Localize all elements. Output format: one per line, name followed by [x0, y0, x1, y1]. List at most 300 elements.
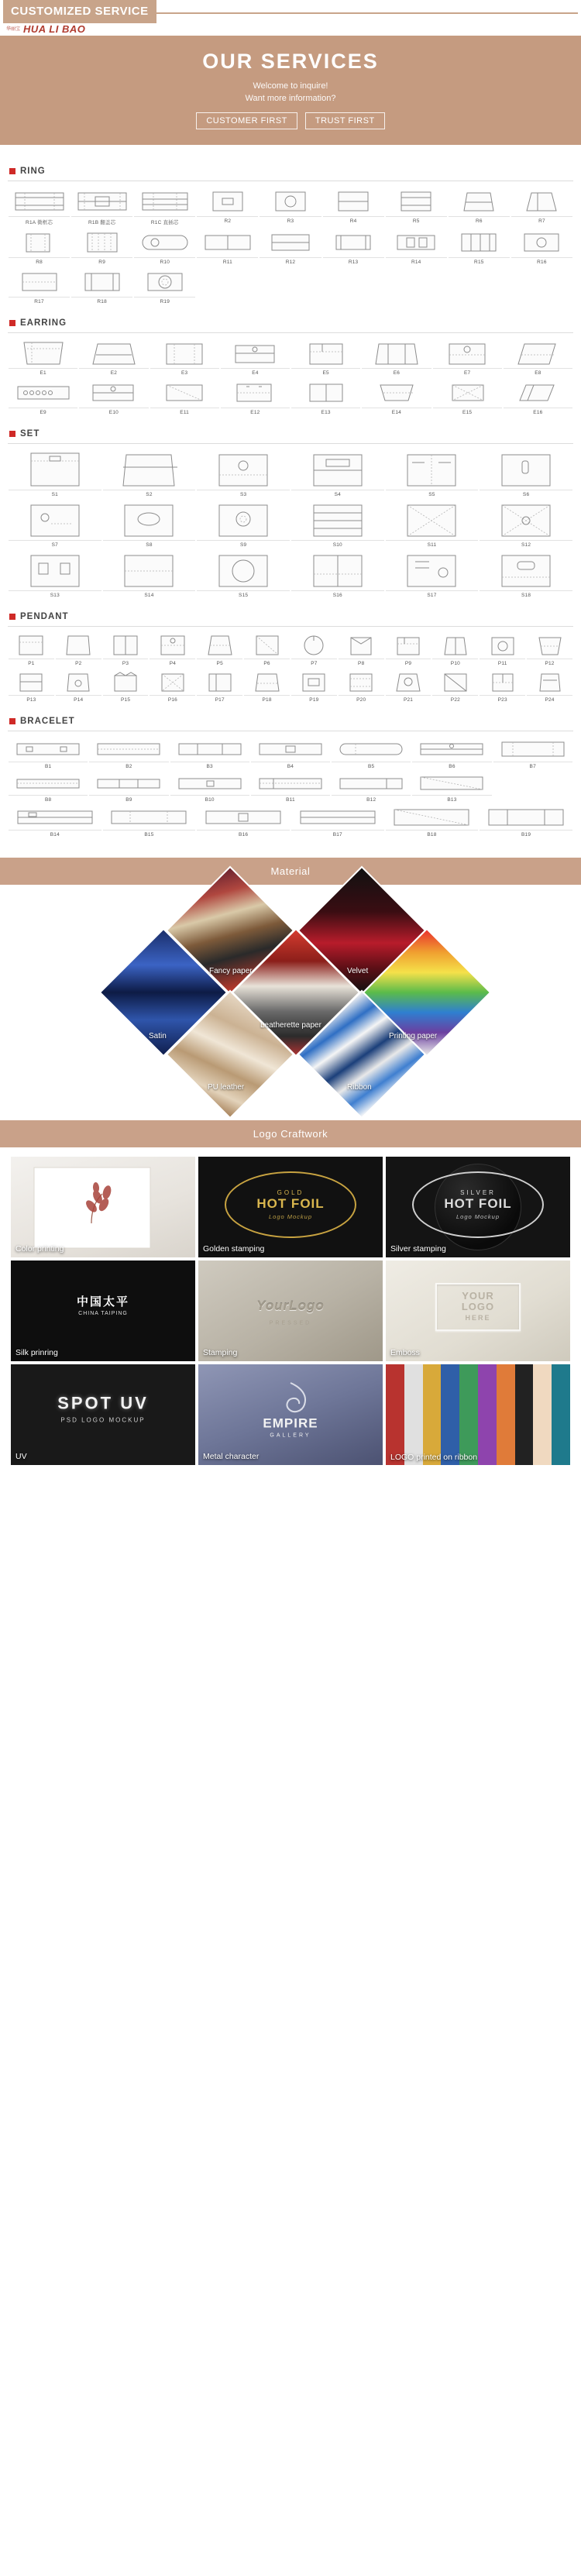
product-code: R10: [134, 257, 195, 265]
box-diagram-icon: [103, 669, 149, 694]
gold-emblem-top: GOLD: [277, 1189, 304, 1197]
product-cell[interactable]: [8, 379, 78, 418]
craft-caption: Stamping: [203, 1348, 238, 1357]
product-cell[interactable]: [150, 379, 220, 418]
box-diagram-icon: [197, 806, 290, 829]
silver-foil-emblem: [412, 1171, 544, 1238]
product-code: S11: [386, 540, 479, 548]
bullet-square-icon: [9, 614, 15, 620]
box-diagram-icon: [386, 500, 479, 539]
product-code: S8: [103, 540, 196, 548]
section-label: BRACELET: [20, 717, 75, 726]
emboss-line-3: HERE: [465, 1313, 491, 1322]
product-code: E5: [291, 368, 360, 376]
box-diagram-icon: [170, 738, 249, 761]
product-code: P6: [244, 659, 290, 666]
product-code: P11: [480, 659, 525, 666]
product-cell[interactable]: [102, 500, 197, 551]
product-cell[interactable]: [8, 551, 102, 601]
craftwork-band-title: Logo Craftwork: [0, 1120, 581, 1147]
product-code: R7: [511, 216, 572, 224]
product-cell[interactable]: [133, 268, 196, 308]
craft-caption: Silk prinring: [15, 1348, 58, 1357]
box-diagram-icon: [9, 187, 70, 215]
product-cell[interactable]: [102, 633, 150, 669]
product-cell[interactable]: [196, 669, 243, 706]
product-cell[interactable]: [243, 633, 290, 669]
product-code: S18: [480, 590, 572, 598]
product-cell[interactable]: [133, 187, 196, 229]
product-cell[interactable]: [88, 772, 169, 806]
product-cell[interactable]: [503, 339, 573, 379]
product-cell[interactable]: [70, 268, 133, 308]
product-cell[interactable]: [8, 500, 102, 551]
product-code: B17: [291, 830, 384, 837]
box-diagram-icon: [9, 500, 101, 539]
product-cell[interactable]: [102, 806, 197, 841]
box-diagram-icon: [244, 633, 290, 658]
product-code: E12: [221, 408, 290, 415]
box-diagram-icon: [412, 772, 491, 794]
product-cell[interactable]: [290, 450, 385, 500]
box-diagram-icon: [291, 669, 337, 694]
product-code: P2: [56, 659, 101, 666]
box-diagram-icon: [9, 551, 101, 590]
brand-name-en: HUA LI BAO: [23, 23, 86, 35]
uv-title: SPOT UV: [57, 1393, 149, 1413]
product-cell[interactable]: [250, 738, 331, 772]
craft-cell-stamping[interactable]: [198, 1260, 383, 1361]
product-code: B10: [170, 795, 249, 803]
silk-logo-cn: 中国太平: [76, 1295, 130, 1309]
product-cell[interactable]: [290, 806, 385, 841]
product-cell[interactable]: [290, 500, 385, 551]
box-diagram-icon: [449, 187, 510, 215]
product-catalog: [0, 145, 581, 845]
product-code: E16: [504, 408, 572, 415]
product-cell[interactable]: [361, 339, 431, 379]
product-code: E9: [9, 408, 77, 415]
box-diagram-icon: [150, 633, 195, 658]
box-diagram-icon: [386, 633, 431, 658]
product-cell[interactable]: [331, 772, 411, 806]
product-cell[interactable]: [479, 500, 573, 551]
box-diagram-icon: [480, 806, 572, 829]
product-code: R3: [260, 216, 321, 224]
product-cell[interactable]: [338, 669, 385, 706]
product-code: R11: [197, 257, 258, 265]
silk-logo-en: CHINA TAIPING: [78, 1311, 128, 1317]
product-cell[interactable]: [431, 633, 479, 669]
box-diagram-icon: [291, 379, 360, 407]
product-cell[interactable]: [149, 669, 196, 706]
bullet-square-icon: [9, 320, 15, 326]
craft-cell-golden-stamping[interactable]: [198, 1157, 383, 1257]
product-cell[interactable]: [322, 187, 385, 229]
product-cell[interactable]: [8, 229, 70, 268]
banner-buttons: [0, 112, 581, 129]
product-cell[interactable]: [196, 229, 259, 268]
product-code: R15: [449, 257, 510, 265]
product-cell[interactable]: [88, 738, 169, 772]
product-code: R1C 直插芯: [134, 216, 195, 225]
box-diagram-icon: [244, 669, 290, 694]
product-code: B5: [332, 762, 411, 769]
craft-cell-silk-printing[interactable]: [11, 1260, 195, 1361]
product-cell[interactable]: [411, 772, 492, 806]
box-diagram-icon: [150, 669, 195, 694]
craft-caption: LOGO printed on ribbon: [390, 1453, 478, 1462]
product-code: S6: [480, 490, 572, 497]
section-title-ring: [9, 167, 573, 176]
banner-subtitle-1: Welcome to inquire!: [253, 81, 328, 91]
product-cell[interactable]: [150, 339, 220, 379]
box-diagram-icon: [9, 229, 70, 256]
craft-cell-emboss[interactable]: [386, 1260, 570, 1361]
product-code: R1A 微框芯: [9, 216, 70, 225]
section-title-set: [9, 429, 573, 439]
box-diagram-icon: [480, 633, 525, 658]
earring-grid: [8, 339, 573, 418]
box-diagram-icon: [9, 669, 54, 694]
product-code: R12: [260, 257, 321, 265]
product-cell[interactable]: [479, 450, 573, 500]
product-code: P23: [480, 695, 525, 703]
product-cell[interactable]: [8, 633, 55, 669]
product-code: R17: [9, 297, 70, 304]
silver-emblem-sub: Logo Mockup: [456, 1213, 500, 1221]
craft-caption: Silver stamping: [390, 1244, 446, 1254]
product-code: S14: [103, 590, 196, 598]
stamping-logo: YourLogo: [256, 1298, 325, 1313]
product-cell[interactable]: [331, 738, 411, 772]
product-cell[interactable]: [170, 738, 250, 772]
product-code: R13: [323, 257, 384, 265]
craft-cell-color-printing[interactable]: [11, 1157, 195, 1257]
product-code: B16: [197, 830, 290, 837]
product-cell[interactable]: [170, 772, 250, 806]
product-cell[interactable]: [432, 339, 503, 379]
box-diagram-icon: [511, 187, 572, 215]
product-cell[interactable]: [102, 450, 197, 500]
product-code: B11: [251, 795, 330, 803]
product-cell[interactable]: [448, 229, 511, 268]
box-diagram-icon: [56, 633, 101, 658]
product-code: S2: [103, 490, 196, 497]
product-code: B6: [412, 762, 491, 769]
product-cell[interactable]: [493, 738, 573, 772]
product-code: P16: [150, 695, 195, 703]
product-code: P4: [150, 659, 195, 666]
box-diagram-icon: [197, 669, 242, 694]
product-code: B15: [103, 830, 196, 837]
banner-subtitle-2: Want more information?: [245, 94, 336, 103]
craft-caption: Color printing: [15, 1244, 64, 1254]
box-diagram-icon: [251, 738, 330, 761]
product-cell[interactable]: [479, 551, 573, 601]
box-diagram-icon: [71, 268, 132, 296]
metal-sub: GALLERY: [270, 1432, 311, 1439]
craft-cell-metal-character[interactable]: [198, 1364, 383, 1465]
product-code: P13: [9, 695, 54, 703]
box-diagram-icon: [221, 379, 290, 407]
box-diagram-icon: [433, 339, 502, 367]
box-diagram-icon: [493, 738, 572, 761]
product-cell[interactable]: [511, 187, 573, 229]
product-cell[interactable]: [8, 806, 102, 841]
product-cell[interactable]: [133, 229, 196, 268]
product-code: S17: [386, 590, 479, 598]
product-cell[interactable]: [479, 633, 526, 669]
bullet-square-icon: [9, 168, 15, 174]
product-cell[interactable]: [8, 669, 55, 706]
box-diagram-icon: [386, 551, 479, 590]
product-cell[interactable]: [250, 772, 331, 806]
product-cell[interactable]: [338, 633, 385, 669]
craft-caption: Metal character: [203, 1452, 260, 1461]
box-diagram-icon: [323, 229, 384, 256]
bracelet-grid: [8, 738, 573, 841]
box-diagram-icon: [9, 379, 77, 407]
box-diagram-icon: [71, 187, 132, 215]
product-cell[interactable]: [385, 551, 480, 601]
product-cell[interactable]: [526, 669, 573, 706]
section-title-bracelet: [9, 717, 573, 726]
product-cell[interactable]: [385, 229, 448, 268]
box-diagram-icon: [291, 633, 337, 658]
product-code: R8: [9, 257, 70, 265]
box-diagram-icon: [386, 229, 447, 256]
product-cell[interactable]: [259, 187, 321, 229]
product-code: S7: [9, 540, 101, 548]
trust-first-button[interactable]: TRUST FIRST: [305, 112, 385, 129]
product-cell[interactable]: [259, 229, 321, 268]
box-diagram-icon: [221, 339, 290, 367]
product-cell[interactable]: [70, 229, 133, 268]
box-diagram-icon: [291, 500, 384, 539]
craft-cell-logo-printed-ribbon[interactable]: [386, 1364, 570, 1465]
product-cell[interactable]: [361, 379, 431, 418]
box-diagram-icon: [412, 738, 491, 761]
product-cell[interactable]: [70, 187, 133, 229]
box-diagram-icon: [9, 633, 54, 658]
product-code: P15: [103, 695, 149, 703]
box-diagram-icon: [332, 772, 411, 794]
product-cell[interactable]: [385, 500, 480, 551]
material-label: Ribbon: [347, 1083, 372, 1092]
product-code: E2: [79, 368, 148, 376]
product-cell[interactable]: [196, 806, 290, 841]
box-diagram-icon: [79, 379, 148, 407]
pendant-grid: [8, 633, 573, 706]
box-diagram-icon: [504, 339, 572, 367]
brand-name-cn: 华丽宝: [6, 26, 21, 32]
material-band-title: Material: [0, 858, 581, 885]
box-diagram-icon: [504, 379, 572, 407]
product-code: S10: [291, 540, 384, 548]
product-code: B4: [251, 762, 330, 769]
box-diagram-icon: [134, 187, 195, 215]
product-code: P18: [244, 695, 290, 703]
product-code: B12: [332, 795, 411, 803]
product-cell[interactable]: [8, 772, 88, 806]
material-label: Leatherette paper: [260, 1021, 321, 1030]
section-divider: [8, 332, 573, 333]
product-cell[interactable]: [196, 633, 243, 669]
product-cell[interactable]: [448, 187, 511, 229]
box-diagram-icon: [449, 229, 510, 256]
product-code: P5: [197, 659, 242, 666]
product-cell[interactable]: [102, 669, 150, 706]
product-cell[interactable]: [102, 551, 197, 601]
product-code: R14: [386, 257, 447, 265]
product-cell[interactable]: [8, 339, 78, 379]
box-diagram-icon: [386, 669, 431, 694]
product-cell[interactable]: [196, 187, 259, 229]
product-cell[interactable]: [503, 379, 573, 418]
gold-foil-emblem: [225, 1171, 356, 1238]
product-cell[interactable]: [411, 738, 492, 772]
box-diagram-icon: [386, 806, 479, 829]
box-diagram-icon: [9, 772, 88, 794]
product-code: R4: [323, 216, 384, 224]
product-cell[interactable]: [511, 229, 573, 268]
product-cell[interactable]: [385, 806, 480, 841]
section-label: RING: [20, 167, 46, 176]
product-code: B18: [386, 830, 479, 837]
product-code: R6: [449, 216, 510, 224]
product-cell[interactable]: [290, 339, 361, 379]
box-diagram-icon: [339, 669, 384, 694]
craftwork-grid: [0, 1147, 581, 1479]
craft-caption: UV: [15, 1452, 27, 1461]
product-cell[interactable]: [290, 633, 338, 669]
product-cell[interactable]: [78, 339, 149, 379]
product-cell[interactable]: [196, 551, 290, 601]
product-cell[interactable]: [149, 633, 196, 669]
customer-first-button[interactable]: CUSTOMER FIRST: [196, 112, 297, 129]
product-cell[interactable]: [55, 633, 102, 669]
box-diagram-icon: [197, 229, 258, 256]
material-label: Fancy paper: [209, 967, 253, 975]
product-cell[interactable]: [322, 229, 385, 268]
emboss-line-2: LOGO: [461, 1300, 495, 1312]
product-cell[interactable]: [290, 379, 361, 418]
product-cell[interactable]: [220, 339, 290, 379]
product-code: E15: [433, 408, 502, 415]
product-cell[interactable]: [479, 669, 526, 706]
material-label: PU leather: [208, 1083, 245, 1092]
box-diagram-icon: [291, 551, 384, 590]
box-diagram-icon: [103, 551, 196, 590]
box-diagram-icon: [79, 339, 148, 367]
box-diagram-icon: [291, 806, 384, 829]
product-cell[interactable]: [243, 669, 290, 706]
section-divider: [8, 443, 573, 444]
product-code: E8: [504, 368, 572, 376]
product-code: P12: [527, 659, 572, 666]
bullet-square-icon: [9, 718, 15, 724]
product-code: B13: [412, 795, 491, 803]
product-code: B1: [9, 762, 88, 769]
product-code: S5: [386, 490, 479, 497]
product-code: P10: [432, 659, 478, 666]
product-cell[interactable]: [8, 187, 70, 229]
ring-grid: [8, 187, 573, 308]
product-code: E4: [221, 368, 290, 376]
craft-cell-uv[interactable]: [11, 1364, 195, 1465]
product-cell[interactable]: [196, 500, 290, 551]
product-cell[interactable]: [479, 806, 573, 841]
product-cell[interactable]: [78, 379, 149, 418]
product-cell[interactable]: [8, 268, 70, 308]
product-cell[interactable]: [290, 551, 385, 601]
box-diagram-icon: [432, 633, 478, 658]
customized-service-badge: CUSTOMIZED SERVICE: [3, 0, 156, 23]
product-code: P20: [339, 695, 384, 703]
box-diagram-icon: [9, 806, 101, 829]
box-diagram-icon: [9, 450, 101, 489]
product-code: S12: [480, 540, 572, 548]
product-cell[interactable]: [432, 379, 503, 418]
silk-logo: [77, 1293, 129, 1316]
product-cell[interactable]: [290, 669, 338, 706]
product-code: E13: [291, 408, 360, 415]
product-code: R19: [134, 297, 195, 304]
box-diagram-icon: [251, 772, 330, 794]
box-diagram-icon: [170, 772, 249, 794]
product-cell[interactable]: [385, 187, 448, 229]
box-diagram-icon: [197, 187, 258, 215]
product-cell[interactable]: [196, 450, 290, 500]
services-banner: [0, 36, 581, 145]
box-diagram-icon: [9, 268, 70, 296]
product-code: P14: [56, 695, 101, 703]
box-diagram-icon: [323, 187, 384, 215]
product-code: R1B 翻盖芯: [71, 216, 132, 225]
metal-logo: [263, 1415, 318, 1438]
product-code: S3: [197, 490, 290, 497]
section-title-pendant: [9, 612, 573, 621]
box-diagram-icon: [134, 229, 195, 256]
bullet-square-icon: [9, 431, 15, 437]
product-cell[interactable]: [431, 669, 479, 706]
product-code: S13: [9, 590, 101, 598]
product-code: P9: [386, 659, 431, 666]
product-cell[interactable]: [8, 738, 88, 772]
product-cell[interactable]: [55, 669, 102, 706]
uv-logo: [57, 1394, 149, 1424]
product-code: R16: [511, 257, 572, 265]
product-cell[interactable]: [385, 450, 480, 500]
product-cell[interactable]: [8, 450, 102, 500]
product-cell[interactable]: [526, 633, 573, 669]
box-diagram-icon: [56, 669, 101, 694]
top-header: [0, 0, 581, 36]
product-code: R5: [386, 216, 447, 224]
section-label: SET: [20, 429, 40, 439]
craft-cell-silver-stamping[interactable]: [386, 1157, 570, 1257]
product-code: B7: [493, 762, 572, 769]
product-code: S1: [9, 490, 101, 497]
product-cell[interactable]: [220, 379, 290, 418]
product-cell[interactable]: [385, 633, 432, 669]
product-cell[interactable]: [385, 669, 432, 706]
box-diagram-icon: [197, 500, 290, 539]
uv-sub: PSD LOGO MOCKUP: [60, 1416, 146, 1424]
box-diagram-icon: [197, 551, 290, 590]
product-code: P22: [432, 695, 478, 703]
